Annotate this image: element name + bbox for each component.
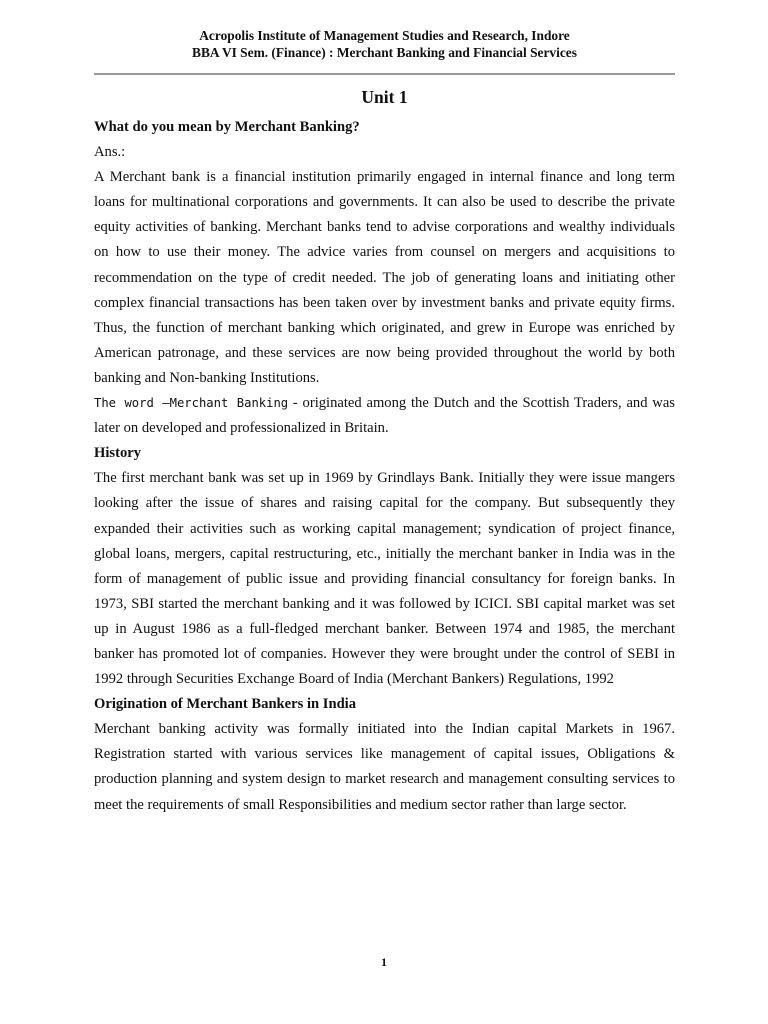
header-divider: [94, 73, 675, 75]
word-origin-paragraph: [94, 391, 675, 441]
document-body: [94, 115, 675, 818]
word-origin-rest: - originated among the Dutch and the Scottish Traders, and was later on developed and professionalized in Britain.: [94, 395, 675, 437]
document-header: [94, 27, 675, 61]
page-number: 1: [381, 955, 387, 969]
history-heading: History: [94, 445, 142, 462]
course-title: BBA VI Sem. (Finance) : Merchant Banking and Financial Services: [192, 45, 577, 60]
history-paragraph: The first merchant bank was set up in 1969 by Grindlays Bank. Initially they were issue mangers looking after the issue of shares and raising capital for the company. But subsequently they expanded their activities such as working capital management; syndication of project finance, global loans, mergers, capital restructuring, etc., initially the merchant banker in India was in the form of management of public issue and providing financial consultancy for foreign banks. In 1973, SBI started the merchant banking and it was followed by ICICI. SBI capital market was set up in August 1986 as a full-fledged merchant banker. Between 1974 and 1985, the merchant banker has promoted lot of companies. However they were brought under the control of SEBI in 1992 through Securities Exchange Board of India (Merchant Bankers) Regulations, 1992: [94, 470, 675, 688]
unit-title: Unit 1: [361, 87, 408, 107]
origination-paragraph: Merchant banking activity was formally initiated into the Indian capital Markets in 1967. Registration started with various services like management of capital issues, Obligations & production planning and system design to market research and management consulting services to meet the requirements of small Responsibilities and medium sector rather than large sector.: [94, 721, 675, 813]
word-origin-lead: The word —Merchant Banking: [94, 396, 289, 411]
definition-paragraph: A Merchant bank is a financial institution primarily engaged in internal finance and long term loans for multinational corporations and governments. It can also be used to describe the private equity activities of banking. Merchant banks tend to advise corporations and wealthy individuals on how to use their money. The advice varies from counsel on mergers and acquisitions to recommendation on the type of credit needed. The job of generating loans and initiating other complex financial transactions has been taken over by investment banks and private equity firms. Thus, the function of merchant banking which originated, and grew in Europe was enriched by American patronage, and these services are now being provided throughout the world by both banking and Non-banking Institutions.: [94, 169, 675, 386]
answer-label: Ans.:: [94, 144, 126, 161]
origination-heading: Origination of Merchant Bankers in India: [94, 696, 357, 713]
question-heading: What do you mean by Merchant Banking?: [94, 119, 360, 135]
institute-name: Acropolis Institute of Management Studies and Research, Indore: [199, 28, 570, 43]
